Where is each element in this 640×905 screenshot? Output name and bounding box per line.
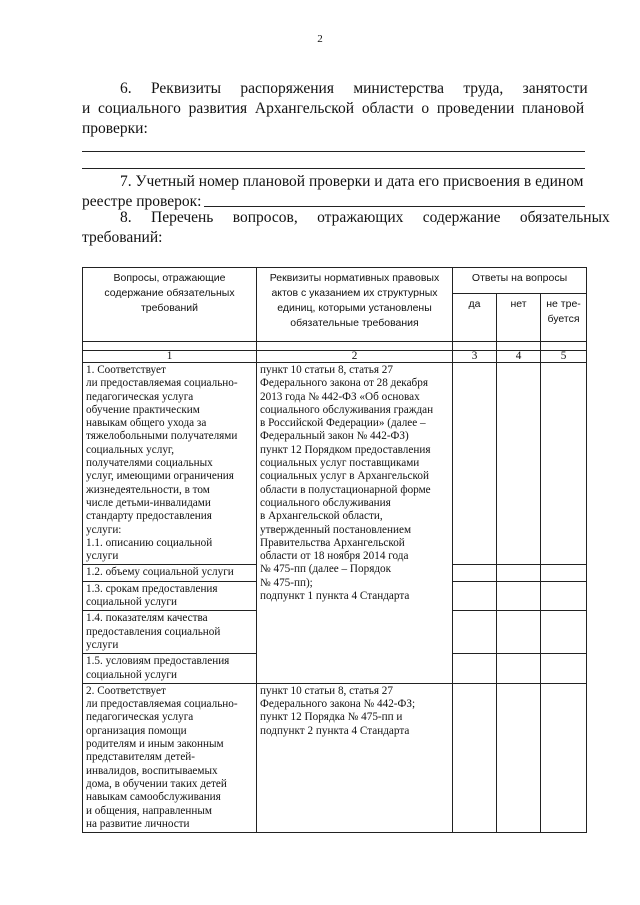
answer-cell-no[interactable] (497, 611, 541, 654)
col-number-3: 3 (453, 351, 497, 363)
answer-cell-not-required[interactable] (541, 565, 587, 581)
answer-cell-not-required[interactable] (541, 581, 587, 611)
question-1-2: 1.2. объему социальной услуги (83, 565, 257, 581)
col-number-5: 5 (541, 351, 587, 363)
answer-cell-no[interactable] (497, 654, 541, 684)
para7-line2: реестре проверок: (82, 193, 202, 210)
header-not-required: не тре- буется (541, 294, 587, 342)
col-number-2: 2 (257, 351, 453, 363)
paragraph-8 (82, 208, 610, 248)
page-number: 2 (317, 33, 323, 45)
col-number-1: 1 (83, 351, 257, 363)
answer-cell-no[interactable] (497, 565, 541, 581)
header-questions: Вопросы, отражающие содержание обязательных требований (83, 268, 257, 342)
para8-line1: 8. Перечень вопросов, отражающих содержание обязательных (120, 209, 610, 226)
answer-cell-yes[interactable] (453, 611, 497, 654)
para6-line3: проверки: (82, 120, 148, 137)
question-1-4: 1.4. показателям качества предоставления социальной услуги (83, 611, 257, 654)
answer-cell-yes[interactable] (453, 565, 497, 581)
question-1-requisites: пункт 10 статьи 8, статья 27 Федерального закона от 28 декабря 2013 года № 442-ФЗ «Об основах социального обслуживания граждан в Российской Федерации» (далее – Федеральный закон № 442-ФЗ) пункт 12 Порядком предоставления социальных услуг поставщиками социальных услуг в Архангельской области в полустационарной форме социального обслуживания в Архангельской области, утвержденный постановлением Правительства Архангельской области от 18 ноября 2014 года № 475-пп (далее – Порядок № 475-пп); подпункт 1 пункта 4 Стандарта (257, 363, 453, 684)
paragraph-6 (82, 79, 586, 139)
para7-line1: 7. Учетный номер плановой проверки и дата его присвоения в едином (120, 173, 584, 190)
answer-cell-not-required[interactable] (541, 683, 587, 832)
answer-cell-no[interactable] (497, 581, 541, 611)
col-number-4: 4 (497, 351, 541, 363)
para6-line2: и социального развития Архангельской области о проведении плановой (82, 100, 585, 117)
answer-cell-no[interactable] (497, 683, 541, 832)
fill-line-3 (204, 206, 585, 207)
answer-cell-yes[interactable] (453, 581, 497, 611)
answer-cell-not-required[interactable] (541, 654, 587, 684)
header-yes: да (453, 294, 497, 342)
fill-line-2 (82, 168, 585, 169)
answer-cell-not-required[interactable] (541, 611, 587, 654)
header-requisites: Реквизиты нормативных правовых актов с указанием их структурных единиц, которыми установлены обязательные требования (257, 268, 453, 342)
question-2-requisites: пункт 10 статьи 8, статья 27 Федерального закона № 442-ФЗ; пункт 12 Порядка № 475-пп и подпункт 2 пункта 4 Стандарта (257, 683, 453, 832)
question-1-main: 1. Соответствует ли предоставляемая социально- педагогическая услуга обучение практическим навыкам общего ухода за тяжелобольными получателями социальных услуг, получателями социальных услуг, имеющими ограничения жизнедеятельности, в том числе детьми-инвалидами стандарту предоставления услуги: 1.1. описанию социальной услуги (83, 363, 257, 565)
header-answers: Ответы на вопросы (453, 268, 587, 294)
answer-cell-not-required[interactable] (541, 363, 587, 565)
para6-line1: 6. Реквизиты распоряжения министерства труда, занятости (120, 80, 588, 97)
answer-cell-yes[interactable] (453, 683, 497, 832)
question-2: 2. Соответствует ли предоставляемая социально- педагогическая услуга организация помощи родителям и иным законным представителям детей- инвалидов, воспитываемых дома, в обучении таких детей навыкам самообслуживания и общения, направленным на развитие личности (83, 683, 257, 832)
para8-line2: требований: (82, 229, 163, 246)
answer-cell-yes[interactable] (453, 363, 497, 565)
fill-line-1 (82, 151, 585, 152)
question-1-5: 1.5. условиям предоставления социальной услуги (83, 654, 257, 684)
header-no: нет (497, 294, 541, 342)
answer-cell-yes[interactable] (453, 654, 497, 684)
answer-cell-no[interactable] (497, 363, 541, 565)
requirements-table (82, 267, 587, 833)
question-1-3: 1.3. срокам предоставления социальной услуги (83, 581, 257, 611)
